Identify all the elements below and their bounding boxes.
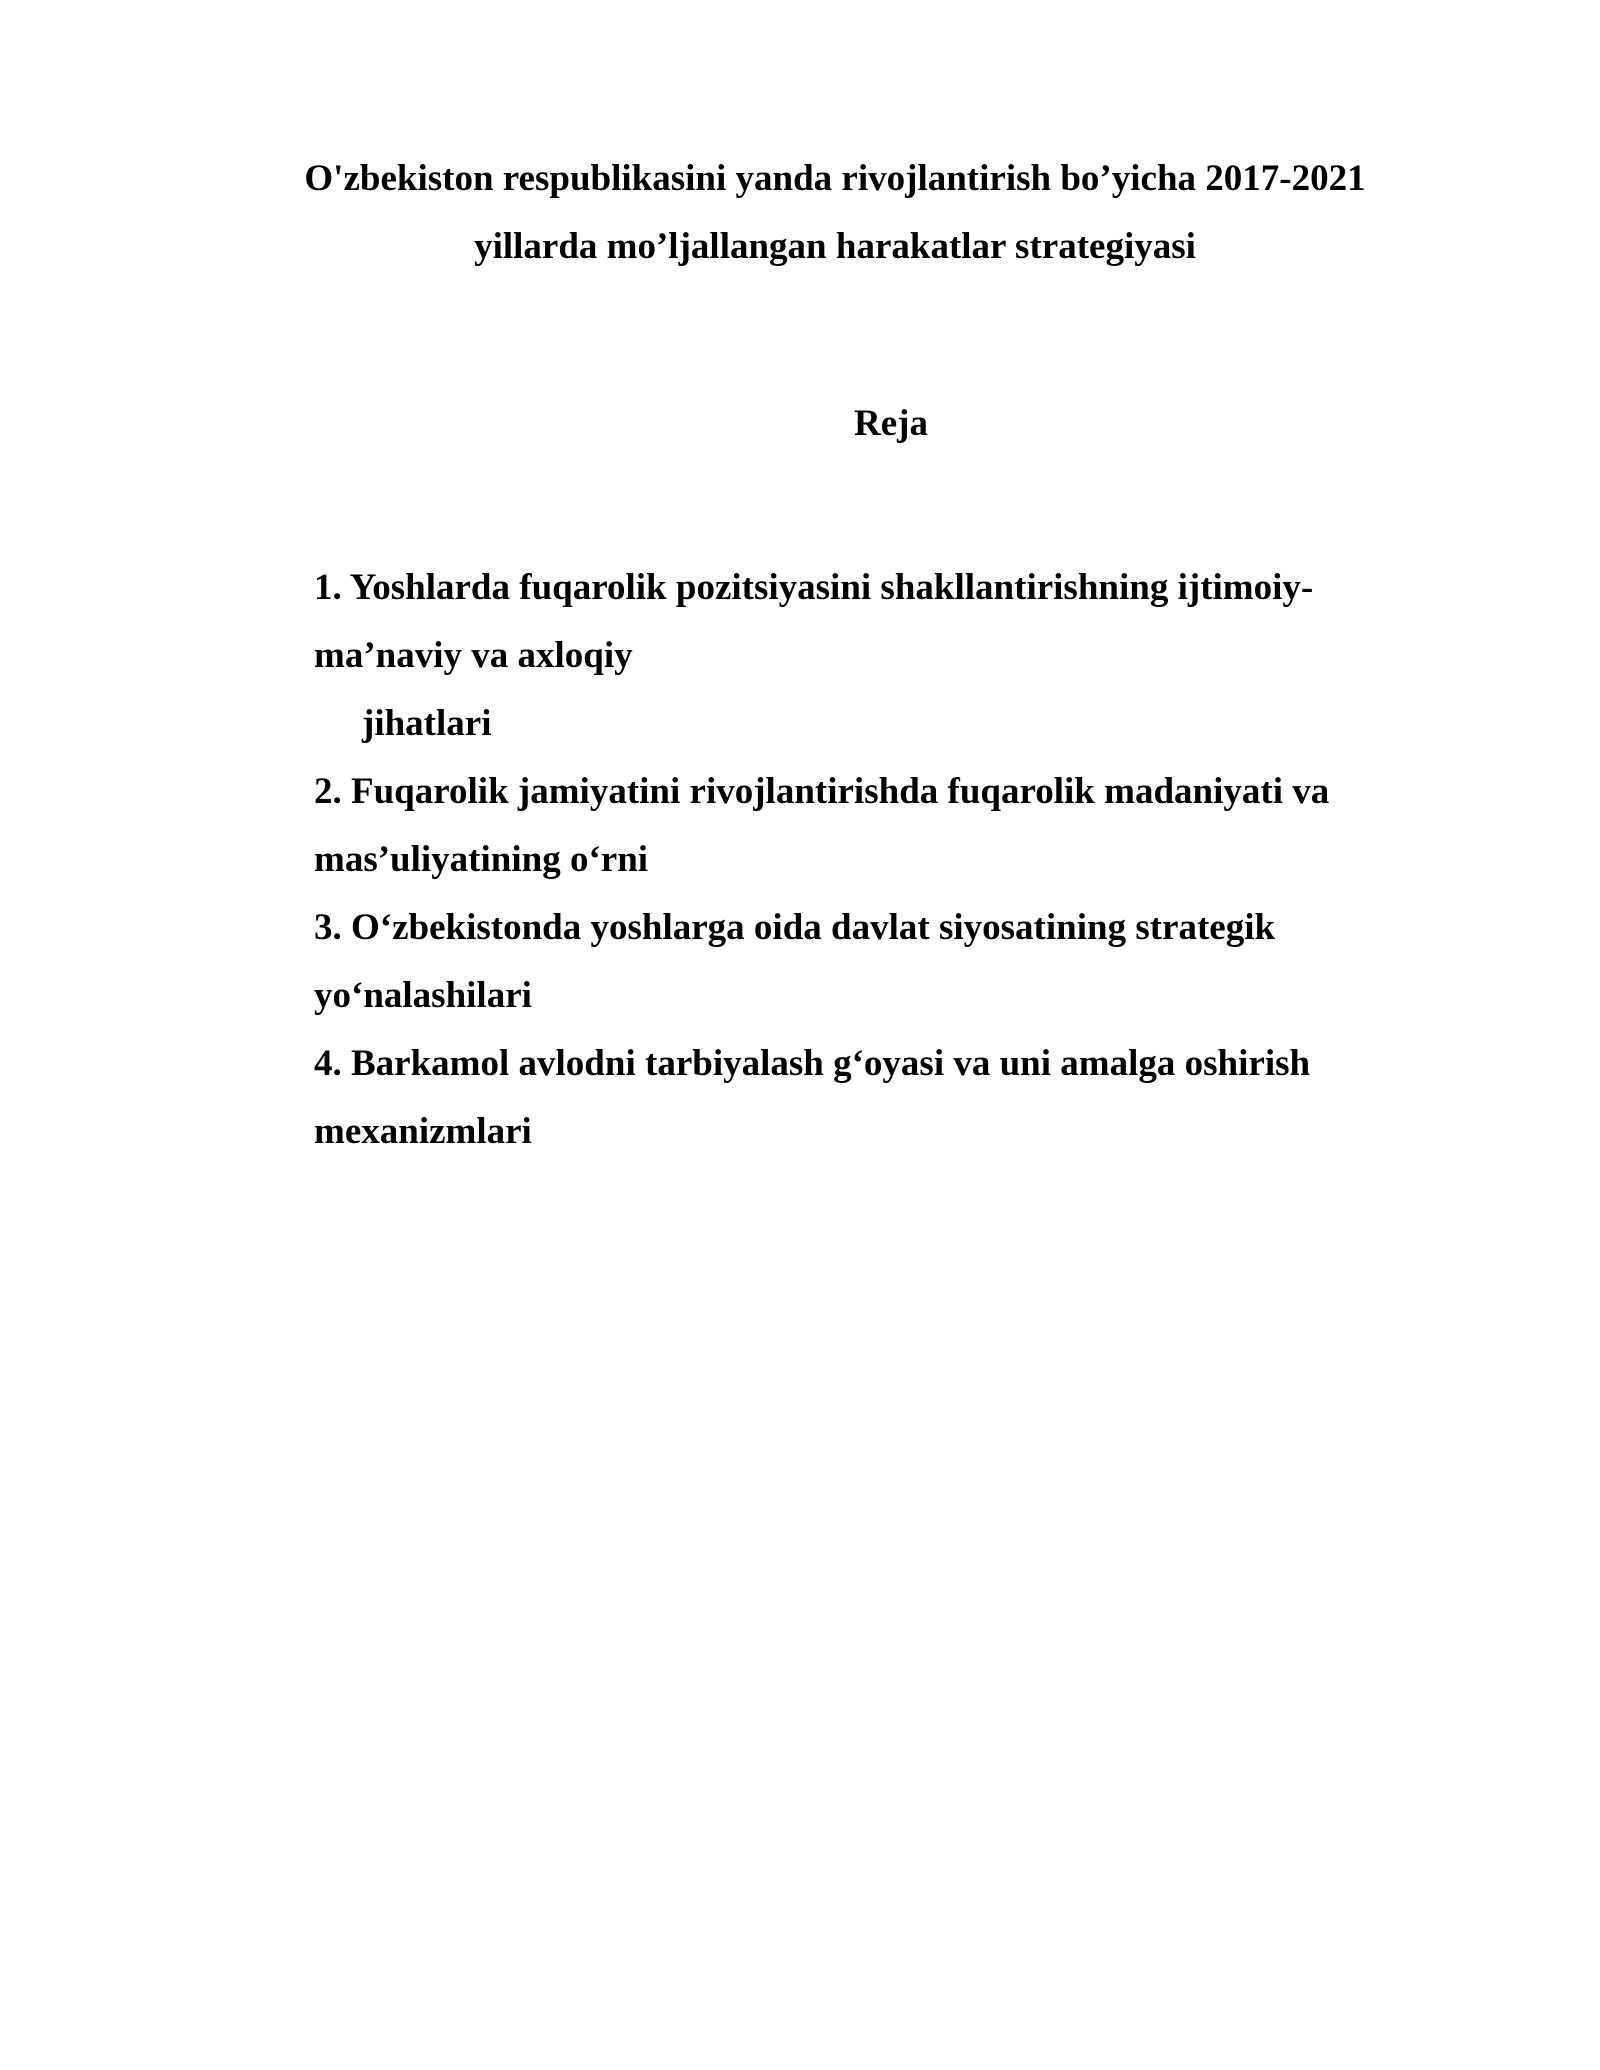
document-title-line: yillarda mo’ljallangan harakatlar strategiyasi [474, 226, 1196, 267]
plan-heading: Reja [854, 403, 928, 444]
plan-item-line: 3. O‘zbekistonda yoshlarga oida davlat siyosatining strategik [314, 907, 1276, 948]
document-title [200, 145, 1470, 281]
plan-item [314, 894, 1414, 1030]
plan-item-line: yo‘nalashilari [314, 975, 532, 1016]
document-title-line: O'zbekiston respublikasini yanda rivojlantirish bo’yicha 2017-2021 [304, 158, 1366, 199]
plan-item [314, 758, 1414, 894]
plan-list [314, 554, 1414, 1166]
plan-item-line: mas’uliyatining o‘rni [314, 839, 649, 880]
plan-item [314, 554, 1414, 758]
plan-item-line: 1. Yoshlarda fuqarolik pozitsiyasini shakllantirishning ijtimoiy- [314, 567, 1314, 608]
plan-item-line: 2. Fuqarolik jamiyatini rivojlantirishda fuqarolik madaniyati va [314, 771, 1330, 812]
plan-item-line: 4. Barkamol avlodni tarbiyalash g‘oyasi va uni amalga oshirish [314, 1043, 1311, 1084]
plan-item [314, 1030, 1414, 1166]
plan-item-line: jihatlari [362, 703, 492, 744]
plan-item-line: mexanizmlari [314, 1111, 532, 1152]
plan-item-line: ma’naviy va axloqiy [314, 635, 633, 676]
